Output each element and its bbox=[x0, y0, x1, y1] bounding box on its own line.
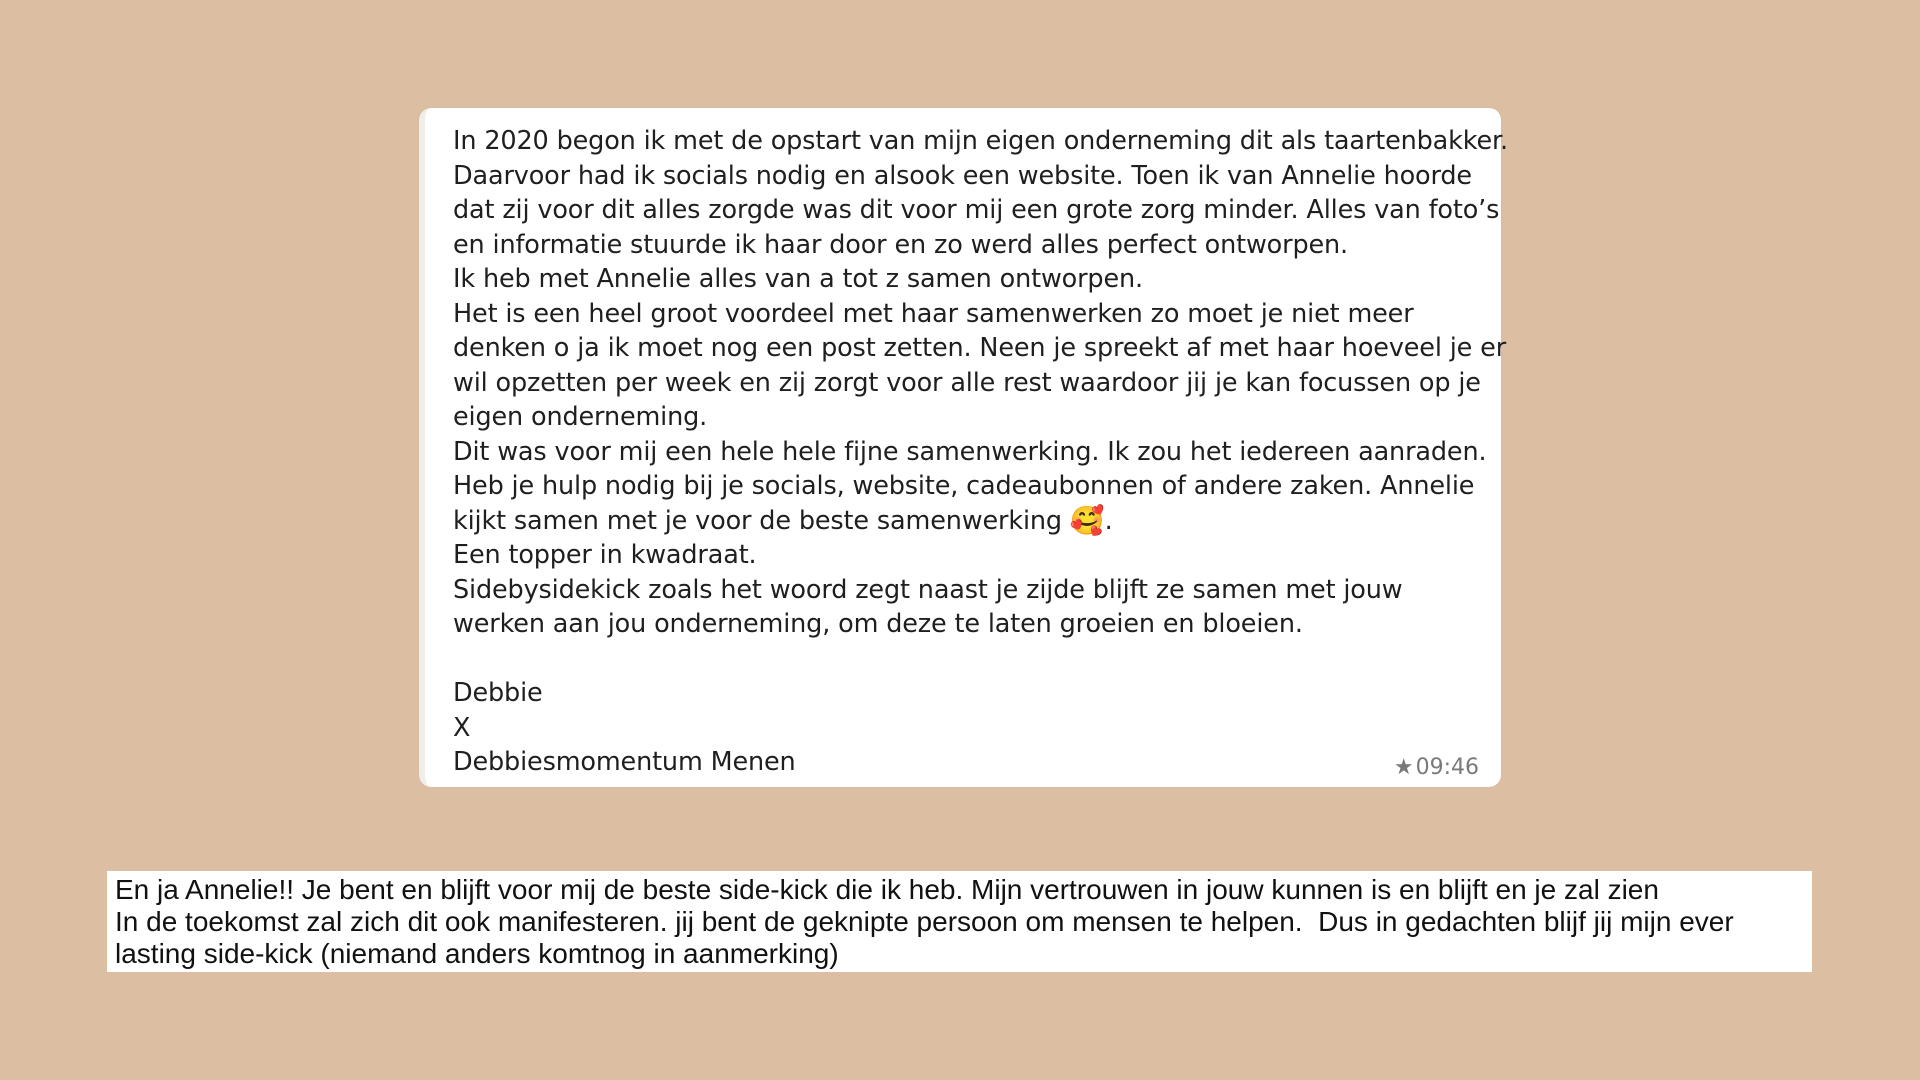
note-line: En ja Annelie!! Je bent en blijft voor mij de beste side-kick die ik heb. Mijn vertrouwen in jouw kunnen is en blijft en je zal zien bbox=[115, 874, 1659, 905]
message-line: eigen onderneming. bbox=[453, 402, 708, 432]
note-line: lasting side-kick (niemand anders komtnog in aanmerking) bbox=[115, 938, 839, 969]
message-line: denken o ja ik moet nog een post zetten. Neen je spreekt af met haar hoeveel je er bbox=[453, 333, 1507, 363]
message-line: Een topper in kwadraat. bbox=[453, 540, 757, 570]
message-line: werken aan jou onderneming, om deze te laten groeien en bloeien. bbox=[453, 609, 1303, 639]
note-line: In de toekomst zal zich dit ook manifesteren. jij bent de geknipte persoon om mensen te helpen. Dus in gedachten blijf jij mijn ever bbox=[115, 906, 1734, 937]
message-line-period: . bbox=[1104, 505, 1113, 536]
additional-note bbox=[107, 871, 1812, 972]
smiling-face-with-hearts-icon: 🥰 bbox=[1069, 503, 1105, 537]
signature-business: Debbiesmomentum Menen bbox=[453, 747, 796, 777]
testimonial-message-bubble bbox=[419, 108, 1508, 787]
message-line: en informatie stuurde ik haar door en zo werd alles perfect ontworpen. bbox=[453, 229, 1349, 260]
signature-name: Debbie bbox=[453, 678, 543, 708]
message-line: Daarvoor had ik socials nodig en alsook een website. Toen ik van Annelie hoorde bbox=[453, 160, 1472, 191]
message-line: Het is een heel groot voordeel met haar samenwerken zo moet je niet meer bbox=[453, 298, 1414, 329]
message-line: Heb je hulp nodig bij je socials, website, cadeaubonnen of andere zaken. Annelie bbox=[453, 471, 1475, 501]
message-line: In 2020 begon ik met de opstart van mijn eigen onderneming dit als taartenbakker. bbox=[453, 126, 1508, 156]
blank-line bbox=[453, 642, 1483, 677]
message-line-text: kijkt samen met je voor de beste samenwerking bbox=[453, 505, 1070, 536]
star-icon: ★ bbox=[1393, 755, 1414, 780]
message-line: Sidebysidekick zoals het woord zegt naast je zijde blijft ze samen met jouw bbox=[453, 574, 1403, 605]
signature-kiss: X bbox=[453, 712, 471, 743]
message-line: dat zij voor dit alles zorgde was dit voor mij een grote zorg minder. Alles van foto’s bbox=[453, 195, 1500, 225]
message-line: Ik heb met Annelie alles van a tot z samen ontworpen. bbox=[453, 264, 1143, 294]
message-line: Dit was voor mij een hele hele fijne samenwerking. Ik zou het iedereen aanraden. bbox=[453, 436, 1487, 467]
message-line: wil opzetten per week en zij zorgt voor alle rest waardoor jij je kan focussen op je bbox=[453, 367, 1481, 398]
timestamp-text: 09:46 bbox=[1415, 755, 1479, 780]
message-line-with-emoji bbox=[453, 504, 1483, 539]
message-timestamp bbox=[1394, 755, 1479, 780]
